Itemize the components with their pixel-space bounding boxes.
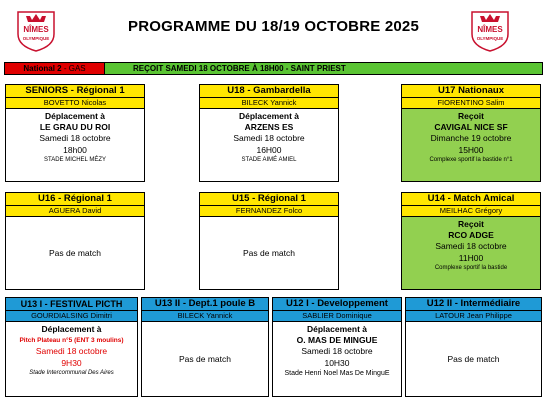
- match-type: Déplacement à: [45, 111, 105, 121]
- match-date: Samedi 18 octobre: [301, 346, 373, 356]
- card-coach: SABLIER Dominique: [273, 311, 401, 322]
- card-coach: FERNANDEZ Folco: [200, 206, 338, 217]
- card-coach: FIORENTINO Salim: [402, 98, 540, 109]
- card-title: SENIORS - Régional 1: [6, 85, 144, 98]
- card-u18: [199, 84, 339, 182]
- card-coach: LATOUR Jean Philippe: [406, 311, 541, 322]
- match-venue: STADE AIMÉ AMIEL: [241, 157, 297, 163]
- card-title: U16 - Régional 1: [6, 193, 144, 206]
- card-seniors: [5, 84, 145, 182]
- card-u14: [401, 192, 541, 290]
- opponent: ARZENS ES: [244, 122, 294, 132]
- card-coach: GOURDIALSING Dimitri: [6, 311, 137, 322]
- no-match-label: Pas de match: [49, 248, 101, 258]
- card-title: U18 - Gambardella: [200, 85, 338, 98]
- card-u16: [5, 192, 145, 290]
- card-coach: BOVETTO Nicolas: [6, 98, 144, 109]
- match-time: 11H00: [458, 253, 484, 263]
- banner-team-name: National 2: [23, 64, 62, 73]
- match-time: 10H30: [324, 358, 350, 368]
- card-title: U12 II - Intermédiaire: [406, 298, 541, 311]
- card-title: U15 - Régional 1: [200, 193, 338, 206]
- card-u13-ii: [141, 297, 269, 397]
- card-title: U13 I - FESTIVAL PICTH: [6, 298, 137, 311]
- match-venue: Complexe sportif la bastide: [434, 265, 508, 271]
- match-type: Reçoit: [458, 111, 484, 121]
- card-title: U13 II - Dept.1 poule B: [142, 298, 268, 311]
- no-match-label: Pas de match: [179, 354, 231, 364]
- svg-text:OLYMPIQUE: OLYMPIQUE: [22, 36, 50, 41]
- banner-team-cell: [5, 63, 105, 74]
- match-date: Samedi 18 octobre: [35, 346, 108, 356]
- match-type: Reçoit: [458, 219, 484, 229]
- match-type: Déplacement à: [239, 111, 299, 121]
- opponent: Pitch Plateau n°5 (ENT 3 moulins): [19, 337, 124, 344]
- match-venue: Complexe sportif la bastide n°1: [429, 157, 513, 163]
- card-title: U12 I - Developpement: [273, 298, 401, 311]
- card-title: U14 - Match Amical: [402, 193, 540, 206]
- match-date: Samedi 18 octobre: [435, 241, 507, 251]
- national2-banner: [4, 62, 543, 75]
- banner-coach: - GAS: [61, 64, 86, 73]
- match-venue: Stade Intercommunal Des Aires: [29, 370, 114, 376]
- match-time: 16H00: [256, 145, 282, 155]
- match-date: Samedi 18 octobre: [233, 133, 305, 143]
- card-u17: [401, 84, 541, 182]
- match-venue: Stade Henri Noel Mas De MinguE: [284, 370, 390, 377]
- match-type: Déplacement à: [41, 324, 102, 334]
- opponent: LE GRAU DU ROI: [39, 122, 111, 132]
- match-type: Déplacement à: [307, 324, 367, 334]
- opponent: O. MAS DE MINGUE: [296, 335, 378, 345]
- opponent: CAVIGAL NICE SF: [434, 122, 508, 132]
- svg-text:OLYMPIQUE: OLYMPIQUE: [476, 36, 504, 41]
- no-match-label: Pas de match: [447, 354, 500, 364]
- match-date: Dimanche 19 octobre: [430, 133, 512, 143]
- match-time: 15H00: [458, 145, 484, 155]
- no-match-label: Pas de match: [243, 248, 295, 258]
- opponent: RCO ADGE: [448, 230, 494, 240]
- card-coach: MEILHAC Grégory: [402, 206, 540, 217]
- card-coach: BILECK Yannick: [142, 311, 268, 322]
- banner-fixture: REÇOIT SAMEDI 18 OCTOBRE À 18H00 - SAINT PRIEST: [105, 63, 542, 74]
- card-u13-i: [5, 297, 138, 397]
- match-time: 18h00: [63, 145, 87, 155]
- card-u15: [199, 192, 339, 290]
- svg-text:NÎMES: NÎMES: [477, 25, 503, 34]
- card-u12-i: [272, 297, 402, 397]
- card-coach: AGUERA David: [6, 206, 144, 217]
- match-venue: STADE MICHEL MÉZY: [43, 157, 106, 163]
- page-title: PROGRAMME DU 18/19 OCTOBRE 2025: [127, 18, 419, 35]
- svg-text:NÎMES: NÎMES: [23, 25, 49, 34]
- card-u12-ii: [405, 297, 542, 397]
- match-date: Samedi 18 octobre: [39, 133, 111, 143]
- match-time: 9H30: [61, 358, 82, 368]
- card-title: U17 Nationaux: [402, 85, 540, 98]
- card-coach: BILECK Yannick: [200, 98, 338, 109]
